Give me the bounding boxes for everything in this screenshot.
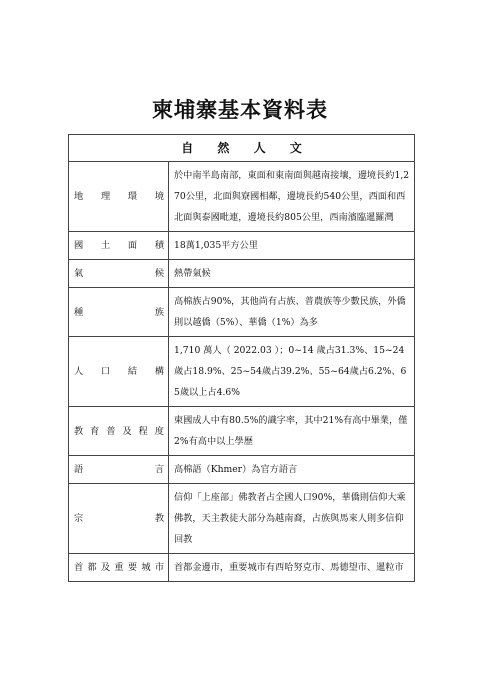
basic-info-table (68, 134, 415, 582)
row-value: 高棉語（Khmer）為官方語言 (169, 456, 415, 484)
row-label-cell (69, 162, 169, 232)
table-row (69, 407, 415, 456)
row-value: 首都金邊市，重要城市有西哈努克市、馬德望市、暹粒市 (169, 554, 415, 582)
table-row (69, 554, 415, 582)
table-row (69, 484, 415, 554)
row-label-cell (69, 337, 169, 407)
row-label: 種 族 (74, 306, 164, 318)
row-label: 首 都 及 重 要 城 市 (74, 562, 164, 573)
table-row (69, 456, 415, 484)
table-row (69, 232, 415, 260)
row-label: 氣 候 (74, 268, 164, 279)
row-label-cell (69, 288, 169, 337)
row-value: 1,710 萬人（ 2022.03 ）；0~14 歲占31.3%、15~24 歲占18.9%、25~54歲占39.2%、55~64歲占6.2%、65歲以上占4.6% (169, 337, 415, 407)
row-label: 教 育 普 及 程 度 (74, 425, 164, 437)
table-row (69, 162, 415, 232)
row-label-cell (69, 484, 169, 554)
section-header-row (69, 135, 415, 162)
row-label-cell (69, 554, 169, 582)
row-label-cell (69, 407, 169, 456)
row-label-cell (69, 232, 169, 260)
table-row (69, 260, 415, 288)
row-label: 語 言 (74, 464, 164, 475)
row-value: 信仰「上座部」佛教者占全國人口90%，華僑則信仰大乘佛教，天主教徒大部分為越南裔，占族與馬來人則多信仰回教 (169, 484, 415, 554)
row-value: 柬國成人中有80.5%的識字率，其中21%有高中畢業，僅2%有高中以上學歷 (169, 407, 415, 456)
document-title: 柬埔寨基本資料表 (152, 98, 328, 122)
table-row (69, 337, 415, 407)
section-header: 自 然 人 文 (69, 135, 415, 162)
table-row (69, 288, 415, 337)
row-label: 宗 教 (74, 513, 164, 524)
row-label: 國 土 面 積 (74, 240, 164, 251)
row-label: 地 理 環 境 (74, 191, 164, 202)
table-body (69, 135, 415, 582)
row-value: 於中南半島南部，東面和東南面與越南接壤，邊境長約1,270公里，北面與寮國相鄰，邊境長約540公里，西面和西北面與泰國毗連，邊境長約805公里，西南濱臨暹羅灣 (169, 162, 415, 232)
row-label-cell (69, 456, 169, 484)
row-value: 18萬1,035平方公里 (169, 232, 415, 260)
row-label: 人 口 結 構 (74, 366, 164, 377)
row-value: 熱帶氣候 (169, 260, 415, 288)
row-label-cell (69, 260, 169, 288)
row-value: 高棉族占90%，其他尚有占族、普農族等少數民族，外僑則以越僑（5%）、華僑（1%）為多 (169, 288, 415, 337)
